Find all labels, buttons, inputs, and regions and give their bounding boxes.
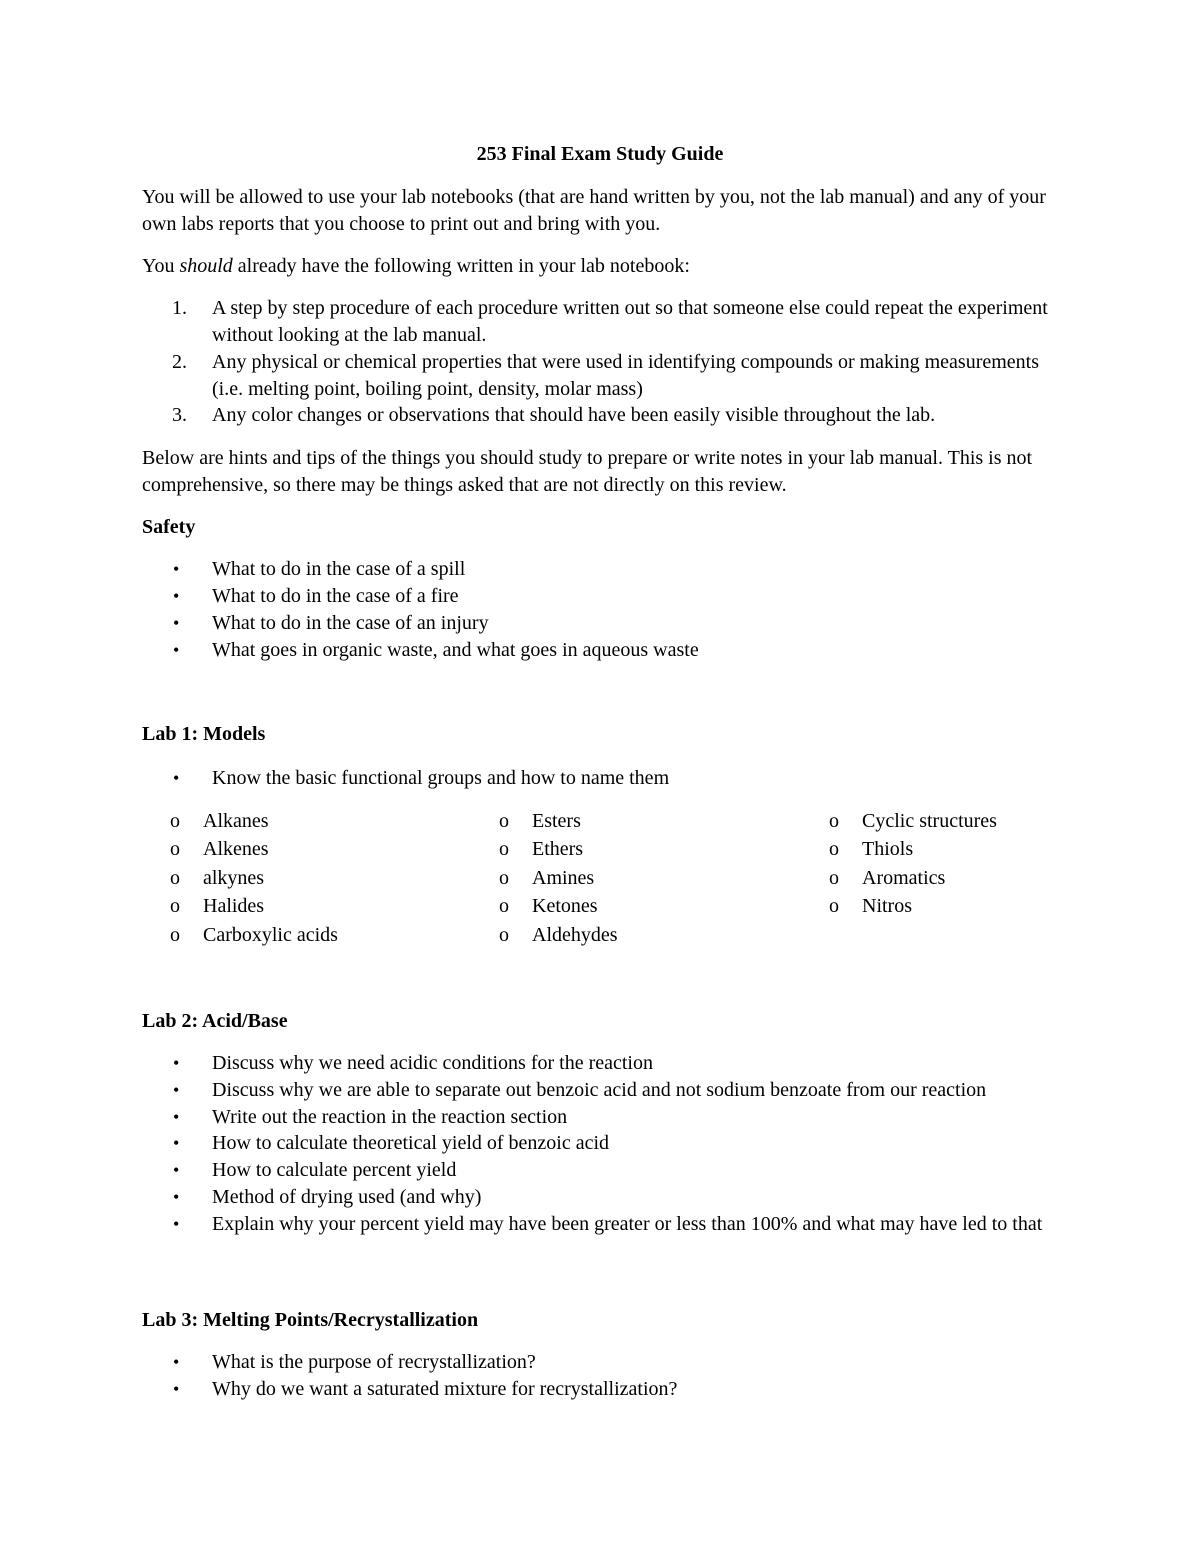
bullet-icon: •: [173, 1107, 180, 1127]
functional-group-item: Aldehydes: [532, 924, 618, 946]
sub-bullet-icon: o: [499, 867, 509, 889]
lab3-heading: Lab 3: Melting Points/Recrystallization: [142, 1309, 479, 1331]
should-emphasis: should: [179, 255, 233, 277]
lab2-item: How to calculate theoretical yield of benzoic acid: [212, 1132, 610, 1154]
functional-group-item: alkynes: [203, 867, 265, 889]
lab1-item: Know the basic functional groups and how to name them: [212, 767, 670, 789]
sub-bullet-icon: o: [829, 810, 839, 832]
bullet-icon: •: [173, 1160, 180, 1180]
numbered-item-3: Any color changes or observations that should have been easily visible throughout the lab.: [212, 404, 936, 426]
lab2-item: Discuss why we need acidic conditions for the reaction: [212, 1052, 653, 1074]
intro-paragraph: You will be allowed to use your lab notebooks (that are hand written by you, not the lab manual) and any of your own labs reports that you choose to print out and bring with you.: [142, 186, 1046, 235]
lab2-item: How to calculate percent yield: [212, 1159, 457, 1181]
bullet-icon: •: [173, 640, 180, 660]
bullet-icon: •: [173, 1080, 180, 1100]
lab2-heading: Lab 2: Acid/Base: [142, 1010, 288, 1032]
sub-bullet-icon: o: [829, 867, 839, 889]
sub-bullet-icon: o: [170, 924, 180, 946]
functional-group-item: Alkanes: [203, 810, 269, 832]
should-line-after: already have the following written in your lab notebook:: [232, 255, 690, 277]
sub-bullet-icon: o: [170, 838, 180, 860]
bullet-icon: •: [173, 613, 180, 633]
lab2-item: Explain why your percent yield may have been greater or less than 100% and what may have led to that: [212, 1213, 1043, 1235]
safety-item: What to do in the case of a spill: [212, 558, 466, 580]
bullet-icon: •: [173, 1133, 180, 1153]
sub-bullet-icon: o: [170, 867, 180, 889]
bullet-icon: •: [173, 1187, 180, 1207]
lab2-item: Discuss why we are able to separate out benzoic acid and not sodium benzoate from our reaction: [212, 1079, 987, 1101]
safety-item: What to do in the case of a fire: [212, 585, 459, 607]
bullet-icon: •: [173, 559, 180, 579]
safety-item: What goes in organic waste, and what goes in aqueous waste: [212, 639, 699, 661]
functional-group-item: Nitros: [862, 895, 912, 917]
lab2-item: Write out the reaction in the reaction section: [212, 1106, 568, 1128]
functional-group-item: Alkenes: [203, 838, 269, 860]
sub-bullet-icon: o: [499, 838, 509, 860]
safety-item: What to do in the case of an injury: [212, 612, 489, 634]
bullet-icon: •: [173, 1352, 180, 1372]
sub-bullet-icon: o: [170, 810, 180, 832]
bullet-icon: •: [173, 768, 180, 788]
numbered-marker-3: 3.: [172, 404, 187, 426]
functional-group-item: Ethers: [532, 838, 584, 860]
sub-bullet-icon: o: [499, 924, 509, 946]
should-line-before: You: [142, 255, 180, 277]
functional-group-item: Ketones: [532, 895, 598, 917]
safety-heading: Safety: [142, 516, 196, 538]
bullet-icon: •: [173, 1214, 180, 1234]
functional-group-item: Thiols: [862, 838, 914, 860]
hints-paragraph: Below are hints and tips of the things you should study to prepare or write notes in your lab manual. This is not comprehensive, so there may be things asked that are not directly on this review.: [142, 447, 1033, 496]
functional-group-item: Amines: [532, 867, 595, 889]
lab2-item: Method of drying used (and why): [212, 1186, 482, 1208]
numbered-marker-2: 2.: [172, 351, 187, 373]
functional-group-item: Carboxylic acids: [203, 924, 338, 946]
numbered-item-2: Any physical or chemical properties that were used in identifying compounds or making measurements (i.e. melting point, boiling point, density, molar mass): [212, 351, 1040, 400]
sub-bullet-icon: o: [829, 895, 839, 917]
functional-group-item: Halides: [203, 895, 265, 917]
functional-group-item: Cyclic structures: [862, 810, 997, 832]
functional-group-item: Aromatics: [862, 867, 946, 889]
sub-bullet-icon: o: [170, 895, 180, 917]
lab3-item: Why do we want a saturated mixture for recrystallization?: [212, 1378, 678, 1400]
numbered-item-1: A step by step procedure of each procedure written out so that someone else could repeat the experiment without looking at the lab manual.: [212, 297, 1048, 346]
document-title: 253 Final Exam Study Guide: [476, 143, 724, 165]
sub-bullet-icon: o: [499, 810, 509, 832]
bullet-icon: •: [173, 586, 180, 606]
bullet-icon: •: [173, 1379, 180, 1399]
sub-bullet-icon: o: [829, 838, 839, 860]
notebook-requirement-line: [142, 253, 1062, 280]
functional-group-item: Esters: [532, 810, 581, 832]
numbered-marker-1: 1.: [172, 297, 187, 319]
bullet-icon: •: [173, 1053, 180, 1073]
lab3-item: What is the purpose of recrystallization?: [212, 1351, 536, 1373]
lab1-heading: Lab 1: Models: [142, 723, 266, 745]
sub-bullet-icon: o: [499, 895, 509, 917]
